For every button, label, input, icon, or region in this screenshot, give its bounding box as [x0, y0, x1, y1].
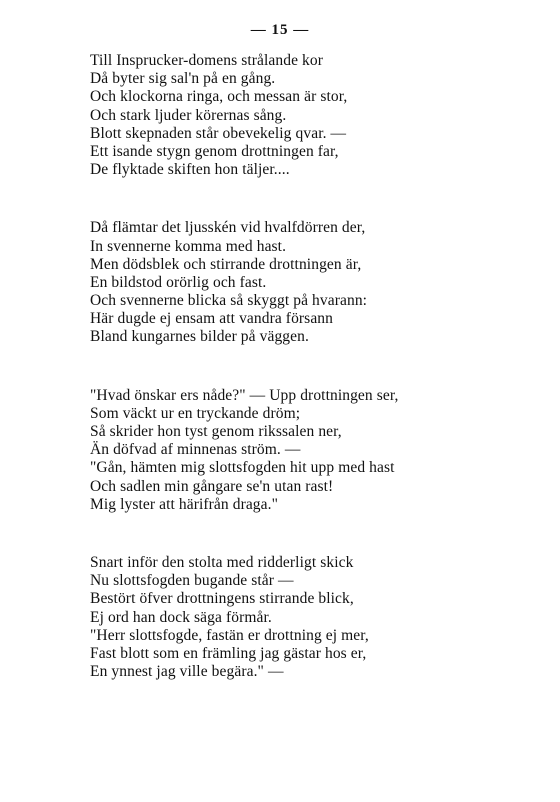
poem-line: "Gån, hämten mig slottsfogden hit upp med hast	[90, 459, 395, 477]
poem-line: En bildstod orörlig och fast.	[90, 273, 267, 291]
poem-line: Då flämtar det ljusskén vid hvalfdörren der,	[90, 219, 366, 237]
poem-line: Nu slottsfogden bugande står —	[90, 572, 294, 590]
page-number: — 15 —	[250, 22, 310, 38]
poem-line: "Herr slottsfogde, fastän er drottning ej mer,	[90, 626, 369, 644]
poem-line: Då byter sig sal'n på en gång.	[90, 70, 276, 88]
poem-line: Och stark ljuder körernas sång.	[90, 106, 287, 124]
poem-line: Som väckt ur en tryckande dröm;	[90, 404, 301, 422]
poem-line: Än döfvad af minnenas ström. —	[90, 441, 301, 459]
poem-line: Så skrider hon tyst genom rikssalen ner,	[90, 423, 342, 440]
poem-line: En ynnest jag ville begära." —	[90, 663, 284, 681]
poem-line: Här dugde ej ensam att vandra försann	[90, 310, 333, 328]
poem-line: Snart inför den stolta med ridderligt skick	[90, 553, 354, 571]
stanza-4	[90, 554, 530, 681]
stanza-1	[90, 52, 530, 179]
poem-line: Bestört öfver drottningens stirrande blick,	[90, 590, 354, 608]
poem-line: Och svennerne blicka så skyggt på hvarann:	[90, 292, 368, 310]
poem-line: Blott skepnaden står obevekelig qvar. —	[90, 124, 347, 142]
poem-line: "Hvad önskar ers nåde?" — Upp drottningen ser,	[90, 386, 399, 404]
poem-line: Bland kungarnes bilder på väggen.	[90, 328, 309, 346]
poem-line: In svennerne komma med hast.	[90, 237, 287, 255]
poem-line: Till Insprucker-domens strålande kor	[90, 52, 324, 69]
poem-line: De flyktade skiften hon täljer....	[90, 161, 290, 179]
poem-line: Mig lyster att härifrån draga."	[90, 495, 279, 513]
stanza-2	[90, 219, 530, 346]
poem-line: Och sadlen min gångare se'n utan rast!	[90, 477, 334, 495]
poem-line: Ej ord han dock säga förmår.	[90, 608, 272, 626]
poem-line: Och klockorna ringa, och messan är stor,	[90, 88, 348, 106]
poem-line: Ett isande stygn genom drottningen far,	[90, 142, 339, 160]
poem-line: Men dödsblek och stirrande drottningen är,	[90, 255, 362, 273]
poem-line: Fast blott som en främling jag gästar hos er,	[90, 644, 367, 662]
stanza-3	[90, 387, 530, 514]
poem-text	[90, 52, 530, 681]
